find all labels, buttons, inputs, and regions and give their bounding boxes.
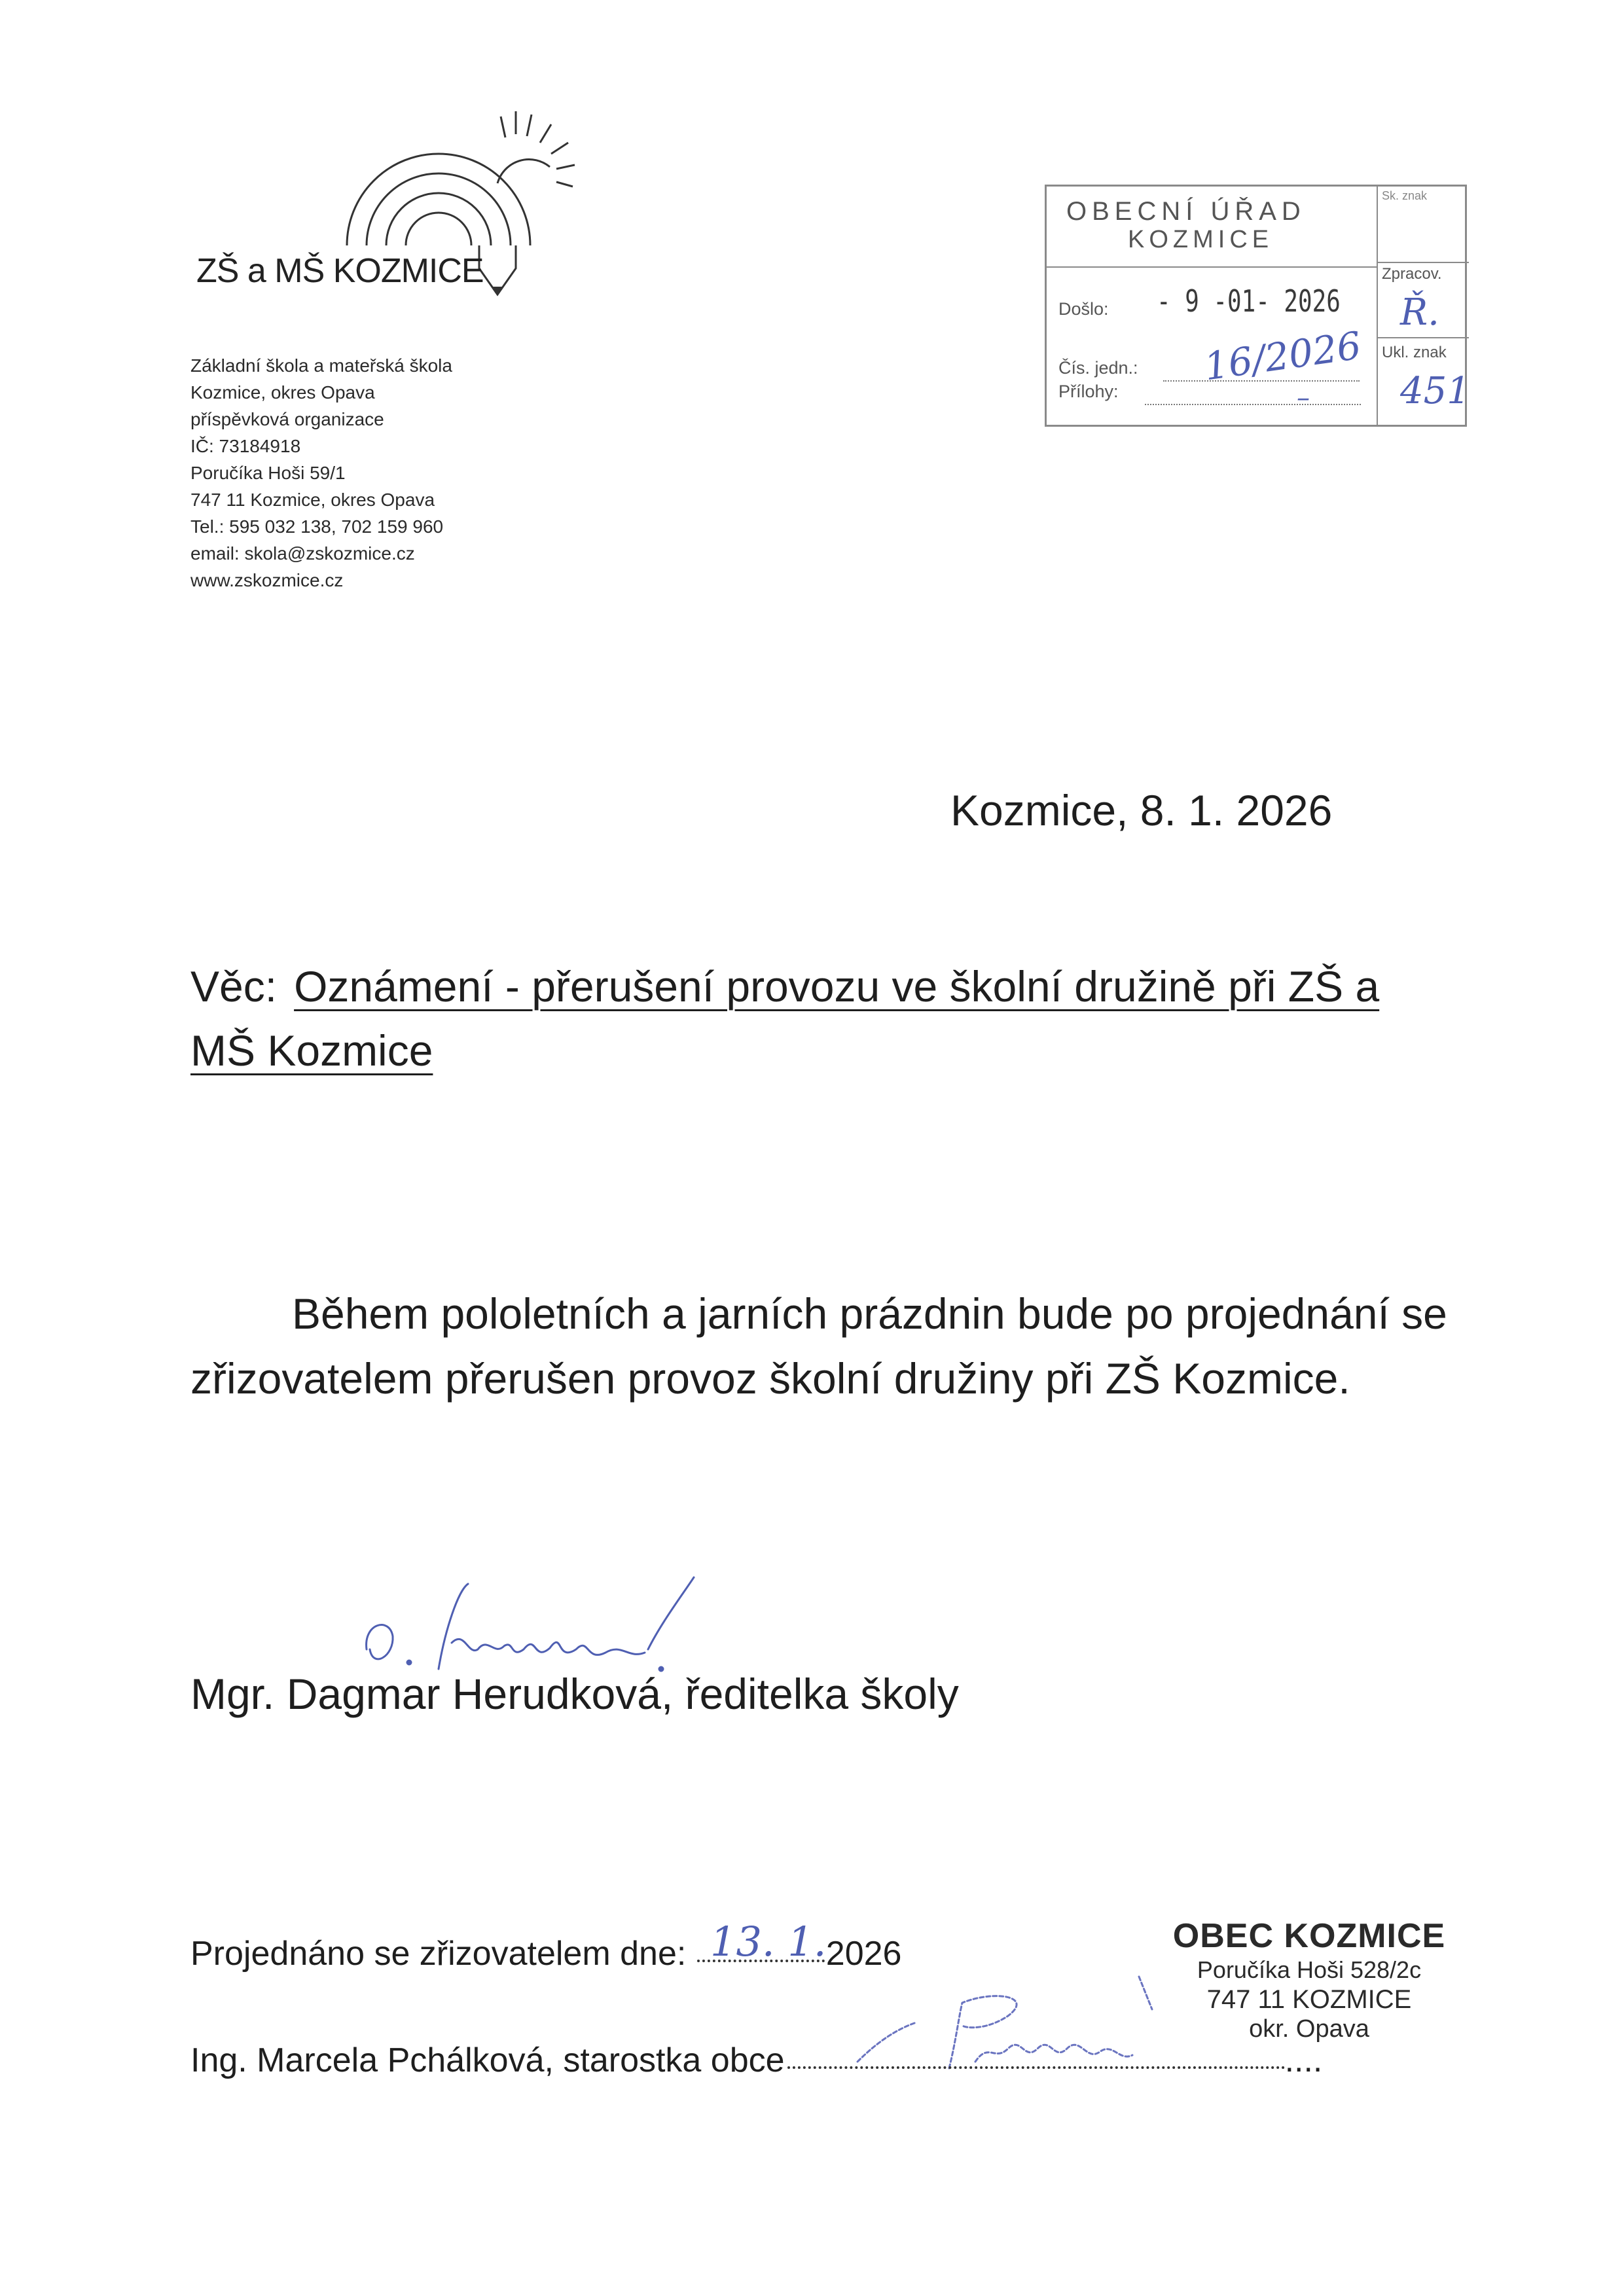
stamp-divider bbox=[1047, 266, 1377, 268]
approval-day-handwritten: 13. 1. bbox=[710, 1918, 827, 1965]
stamp-sign-label: Ukl. znak bbox=[1382, 344, 1447, 361]
stamp-attachments-label: Přílohy: bbox=[1058, 382, 1119, 401]
school-address-line: 747 11 Kozmice, okres Opava bbox=[190, 490, 435, 510]
director-name-title: Mgr. Dagmar Herudková, ředitelka školy bbox=[190, 1670, 959, 1718]
approval-prefix: Projednáno se zřizovatelem dne: bbox=[190, 1935, 696, 1973]
subject-label: Věc: bbox=[190, 962, 278, 1011]
mayor-name-title: Ing. Marcela Pchálková, starostka obce bbox=[190, 2041, 785, 2079]
municipality-stamp bbox=[1165, 1916, 1453, 2043]
rainbow-arcs-icon bbox=[347, 154, 530, 245]
stamp-attachments-handwritten: – bbox=[1297, 383, 1310, 413]
stamp-divider bbox=[1377, 337, 1469, 338]
stamp-village-name: KOZMICE bbox=[1128, 226, 1274, 253]
school-address-line: www.zskozmice.cz bbox=[190, 570, 344, 590]
letter-subject bbox=[190, 954, 1434, 1083]
municipality-name: OBEC KOZMICE bbox=[1172, 1917, 1446, 1955]
school-address-line: email: skola@zskozmice.cz bbox=[190, 543, 415, 564]
stamp-sign-handwritten: 451 bbox=[1400, 370, 1470, 412]
stamp-processor-label: Zpracov. bbox=[1382, 265, 1442, 283]
stamp-received-date: - 9 -01- 2026 bbox=[1157, 283, 1341, 319]
school-address-line: Základní škola a mateřská škola bbox=[190, 355, 452, 376]
mayor-line bbox=[190, 2041, 1322, 2080]
logo-text: ZŠ a MŠ KOZMICE bbox=[196, 252, 484, 290]
stamp-reference-handwritten: 16/2026 bbox=[1201, 323, 1364, 389]
stamp-received-label: Došlo: bbox=[1058, 299, 1109, 319]
stamp-office-title: OBECNÍ ÚŘAD bbox=[1066, 197, 1306, 226]
stamp-attachments-dots bbox=[1145, 403, 1361, 405]
stamp-corner-label: Sk. znak bbox=[1382, 189, 1428, 202]
mayor-signature-dots bbox=[787, 2066, 1285, 2069]
letter-place-date: Kozmice, 8. 1. 2026 bbox=[950, 786, 1333, 834]
school-address-line: Tel.: 595 032 138, 702 159 960 bbox=[190, 516, 444, 537]
registry-stamp bbox=[1045, 185, 1470, 427]
letter-body: Během pololetních a jarních prázdnin bude po projednání se zřizovatelem přerušen provoz školní družiny při ZŠ Kozmice. bbox=[190, 1289, 1447, 1403]
mayor-trailing-dots: .... bbox=[1284, 2041, 1323, 2079]
municipality-city: 747 11 KOZMICE bbox=[1206, 1985, 1412, 2014]
school-address-line: Kozmice, okres Opava bbox=[190, 382, 375, 403]
pencil-icon bbox=[479, 245, 516, 296]
school-address-line: IČ: 73184918 bbox=[190, 436, 301, 456]
school-address-line: příspěvková organizace bbox=[190, 409, 384, 429]
municipality-street: Poručíka Hoši 528/2c bbox=[1197, 1956, 1422, 1983]
school-address-block bbox=[190, 352, 452, 594]
municipality-district: okr. Opava bbox=[1249, 2015, 1369, 2043]
sun-rays-icon bbox=[497, 111, 575, 187]
stamp-divider bbox=[1377, 262, 1469, 263]
stamp-divider bbox=[1377, 187, 1378, 425]
stamp-reference-label: Čís. jedn.: bbox=[1058, 358, 1138, 378]
subject-text: Oznámení - přerušení provozu ve školní družině při ZŠ a MŠ Kozmice bbox=[190, 962, 1380, 1075]
approval-year: 2026 bbox=[825, 1935, 902, 1973]
stamp-processor-handwritten: Ř. bbox=[1400, 291, 1439, 334]
school-address-line: Poručíka Hoši 59/1 bbox=[190, 463, 346, 483]
